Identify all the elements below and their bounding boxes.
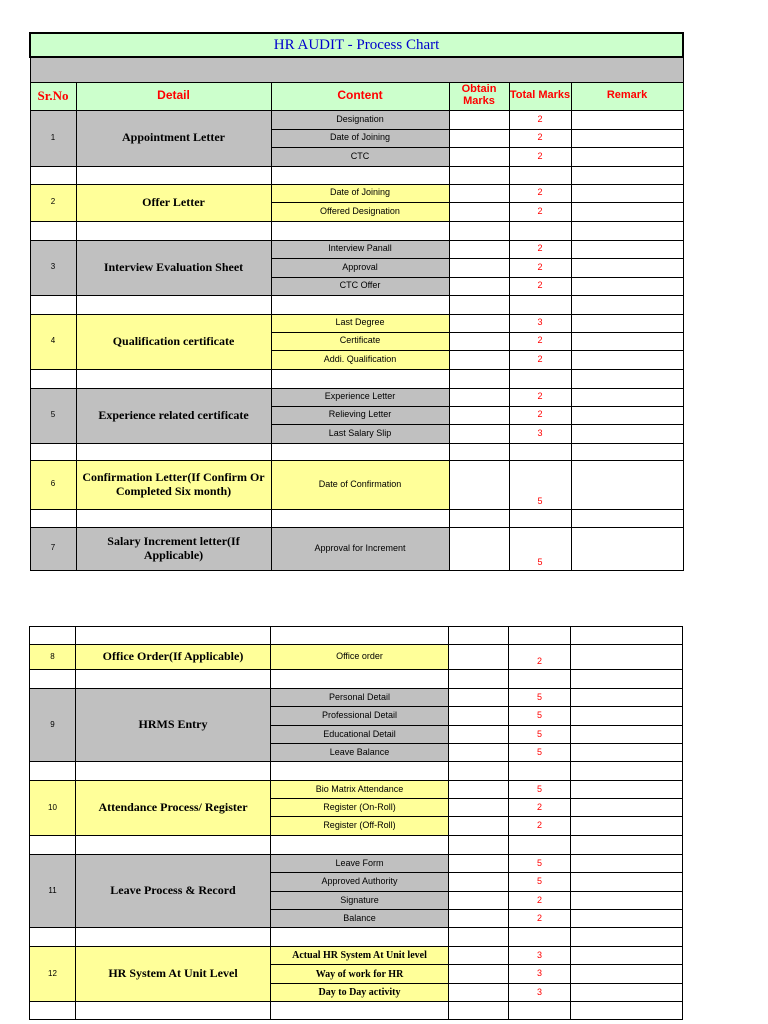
sr-no: 4 [30, 314, 76, 369]
obtain-marks-cell[interactable] [449, 744, 509, 762]
remark-cell[interactable] [571, 892, 683, 910]
spacer-row [30, 443, 683, 460]
remark-cell[interactable] [571, 689, 683, 707]
obtain-marks-cell[interactable] [449, 147, 509, 166]
spacer-row [30, 1002, 683, 1020]
total-marks-cell: 2 [509, 110, 571, 129]
content-cell: Offered Designation [271, 202, 449, 221]
sr-no: 7 [30, 527, 76, 570]
obtain-marks-cell[interactable] [449, 855, 509, 873]
obtain-marks-cell[interactable] [449, 240, 509, 258]
obtain-marks-cell[interactable] [449, 332, 509, 350]
total-marks-cell: 5 [509, 855, 571, 873]
obtain-marks-cell[interactable] [449, 258, 509, 277]
content-cell: Register (On-Roll) [271, 799, 449, 817]
total-marks-cell: 2 [509, 388, 571, 406]
obtain-marks-cell[interactable] [449, 726, 509, 744]
content-cell: Approval [271, 258, 449, 277]
obtain-marks-cell[interactable] [449, 184, 509, 202]
content-cell: Bio Matrix Attendance [271, 781, 449, 799]
total-marks-cell: 5 [509, 726, 571, 744]
total-marks-cell: 2 [509, 277, 571, 295]
remark-cell[interactable] [571, 817, 683, 836]
remark-cell[interactable] [571, 258, 683, 277]
spacer-row [30, 166, 683, 184]
content-cell: Last Salary Slip [271, 424, 449, 443]
header-content: Content [271, 82, 449, 110]
obtain-marks-cell[interactable] [449, 350, 509, 369]
content-cell: Leave Balance [271, 744, 449, 762]
content-cell: CTC [271, 147, 449, 166]
section-8-row [30, 645, 683, 670]
remark-cell[interactable] [571, 424, 683, 443]
total-marks-cell: 3 [509, 314, 571, 332]
header-remark: Remark [571, 82, 683, 110]
remark-cell[interactable] [571, 406, 683, 424]
content-cell: Office order [271, 645, 449, 670]
header-obtain-marks: Obtain Marks [449, 82, 509, 110]
content-cell: Relieving Letter [271, 406, 449, 424]
remark-cell[interactable] [571, 984, 683, 1002]
obtain-marks-cell[interactable] [449, 314, 509, 332]
remark-cell[interactable] [571, 110, 683, 129]
remark-cell[interactable] [571, 965, 683, 984]
content-cell: Date of Joining [271, 129, 449, 147]
page-title: HR AUDIT - Process Chart [30, 33, 683, 57]
sr-no: 2 [30, 184, 76, 221]
section-7-row [30, 527, 683, 570]
content-cell: Approval for Increment [271, 527, 449, 570]
total-marks-cell: 3 [509, 947, 571, 965]
obtain-marks-cell[interactable] [449, 527, 509, 570]
total-marks-cell: 5 [509, 689, 571, 707]
total-marks-cell: 2 [509, 258, 571, 277]
section-5-row [30, 388, 683, 406]
content-cell: Register (Off-Roll) [271, 817, 449, 836]
obtain-marks-cell[interactable] [449, 460, 509, 509]
remark-cell[interactable] [571, 129, 683, 147]
content-cell: Personal Detail [271, 689, 449, 707]
sr-no: 9 [30, 689, 76, 762]
content-cell: Leave Form [271, 855, 449, 873]
obtain-marks-cell[interactable] [449, 910, 509, 928]
obtain-marks-cell[interactable] [449, 892, 509, 910]
remark-cell[interactable] [571, 799, 683, 817]
remark-cell[interactable] [571, 947, 683, 965]
remark-cell[interactable] [571, 781, 683, 799]
obtain-marks-cell[interactable] [449, 202, 509, 221]
total-marks-cell: 2 [509, 129, 571, 147]
sr-no: 11 [30, 855, 76, 928]
total-marks-cell: 5 [509, 527, 571, 570]
total-marks-cell: 5 [509, 460, 571, 509]
remark-cell[interactable] [571, 184, 683, 202]
remark-cell[interactable] [571, 388, 683, 406]
detail-cell: Offer Letter [76, 184, 271, 221]
remark-cell[interactable] [571, 332, 683, 350]
sr-no: 3 [30, 240, 76, 295]
total-marks-cell: 2 [509, 332, 571, 350]
detail-cell: Attendance Process/ Register [76, 781, 271, 836]
remark-cell[interactable] [571, 460, 683, 509]
content-cell: Interview Panall [271, 240, 449, 258]
total-marks-cell: 5 [509, 744, 571, 762]
section-6-row [30, 460, 683, 509]
total-marks-cell: 2 [509, 892, 571, 910]
spacer-row [30, 221, 683, 240]
content-cell: Way of work for HR [271, 965, 449, 984]
remark-cell[interactable] [571, 147, 683, 166]
section-4-row [30, 314, 683, 332]
detail-cell: HRMS Entry [76, 689, 271, 762]
content-cell: Addi. Qualification [271, 350, 449, 369]
section-12-row [30, 947, 683, 965]
content-cell: Date of Joining [271, 184, 449, 202]
content-cell: Professional Detail [271, 707, 449, 726]
content-cell: Approved Authority [271, 873, 449, 892]
obtain-marks-cell[interactable] [449, 873, 509, 892]
audit-table-page1 [29, 32, 684, 571]
spacer-row [30, 670, 683, 689]
sr-no: 12 [30, 947, 76, 1002]
total-marks-cell: 2 [509, 799, 571, 817]
obtain-marks-cell[interactable] [449, 781, 509, 799]
spacer-row [30, 627, 683, 645]
spacer-row [30, 369, 683, 388]
remark-cell[interactable] [571, 202, 683, 221]
obtain-marks-cell[interactable] [449, 689, 509, 707]
content-cell: Signature [271, 892, 449, 910]
content-cell: Date of Confirmation [271, 460, 449, 509]
total-marks-cell: 5 [509, 781, 571, 799]
content-cell: Experience Letter [271, 388, 449, 406]
total-marks-cell: 2 [509, 147, 571, 166]
remark-cell[interactable] [571, 744, 683, 762]
header-detail: Detail [76, 82, 271, 110]
obtain-marks-cell[interactable] [449, 406, 509, 424]
sr-no: 6 [30, 460, 76, 509]
spacer-row [30, 509, 683, 527]
remark-cell[interactable] [571, 855, 683, 873]
section-2-row [30, 184, 683, 202]
section-9-row [30, 689, 683, 707]
sr-no: 8 [30, 645, 76, 670]
content-cell: CTC Offer [271, 277, 449, 295]
remark-cell[interactable] [571, 350, 683, 369]
total-marks-cell: 2 [509, 350, 571, 369]
total-marks-cell: 2 [509, 184, 571, 202]
blank-banner-row [30, 57, 683, 82]
obtain-marks-cell[interactable] [449, 129, 509, 147]
remark-cell[interactable] [571, 873, 683, 892]
content-cell: Certificate [271, 332, 449, 350]
total-marks-cell: 5 [509, 873, 571, 892]
remark-cell[interactable] [571, 645, 683, 670]
obtain-marks-cell[interactable] [449, 645, 509, 670]
spacer-row [30, 762, 683, 781]
header-row [30, 82, 683, 110]
spacer-row [30, 928, 683, 947]
section-10-row [30, 781, 683, 799]
remark-cell[interactable] [571, 314, 683, 332]
obtain-marks-cell[interactable] [449, 799, 509, 817]
total-marks-cell: 3 [509, 965, 571, 984]
sr-no: 1 [30, 110, 76, 166]
total-marks-cell: 5 [509, 707, 571, 726]
detail-cell: Interview Evaluation Sheet [76, 240, 271, 295]
detail-cell: Experience related certificate [76, 388, 271, 443]
sr-no: 10 [30, 781, 76, 836]
audit-table-page2 [29, 626, 683, 1020]
remark-cell[interactable] [571, 707, 683, 726]
total-marks-cell: 3 [509, 984, 571, 1002]
sr-no: 5 [30, 388, 76, 443]
remark-cell[interactable] [571, 726, 683, 744]
remark-cell[interactable] [571, 527, 683, 570]
content-cell: Balance [271, 910, 449, 928]
obtain-marks-cell[interactable] [449, 947, 509, 965]
total-marks-cell: 3 [509, 424, 571, 443]
detail-cell: Confirmation Letter(If Confirm Or Completed Six month) [76, 460, 271, 509]
remark-cell[interactable] [571, 910, 683, 928]
section-3-row [30, 240, 683, 258]
content-cell: Educational Detail [271, 726, 449, 744]
remark-cell[interactable] [571, 240, 683, 258]
obtain-marks-cell[interactable] [449, 424, 509, 443]
content-cell: Designation [271, 110, 449, 129]
total-marks-cell: 2 [509, 202, 571, 221]
detail-cell: Leave Process & Record [76, 855, 271, 928]
detail-cell: HR System At Unit Level [76, 947, 271, 1002]
section-11-row [30, 855, 683, 873]
total-marks-cell: 2 [509, 240, 571, 258]
header-sr-no: Sr.No [30, 82, 76, 110]
total-marks-cell: 2 [509, 817, 571, 836]
total-marks-cell: 2 [509, 406, 571, 424]
content-cell: Day to Day activity [271, 984, 449, 1002]
section-1-row [30, 110, 683, 129]
detail-cell: Salary Increment letter(If Applicable) [76, 527, 271, 570]
obtain-marks-cell[interactable] [449, 388, 509, 406]
obtain-marks-cell[interactable] [449, 984, 509, 1002]
detail-cell: Qualification certificate [76, 314, 271, 369]
remark-cell[interactable] [571, 277, 683, 295]
total-marks-cell: 2 [509, 910, 571, 928]
spacer-row [30, 295, 683, 314]
obtain-marks-cell[interactable] [449, 817, 509, 836]
obtain-marks-cell[interactable] [449, 965, 509, 984]
detail-cell: Appointment Letter [76, 110, 271, 166]
obtain-marks-cell[interactable] [449, 707, 509, 726]
obtain-marks-cell[interactable] [449, 277, 509, 295]
total-marks-cell: 2 [509, 645, 571, 670]
content-cell: Actual HR System At Unit level [271, 947, 449, 965]
spacer-row [30, 836, 683, 855]
detail-cell: Office Order(If Applicable) [76, 645, 271, 670]
content-cell: Last Degree [271, 314, 449, 332]
obtain-marks-cell[interactable] [449, 110, 509, 129]
header-total-marks: Total Marks [509, 82, 571, 110]
